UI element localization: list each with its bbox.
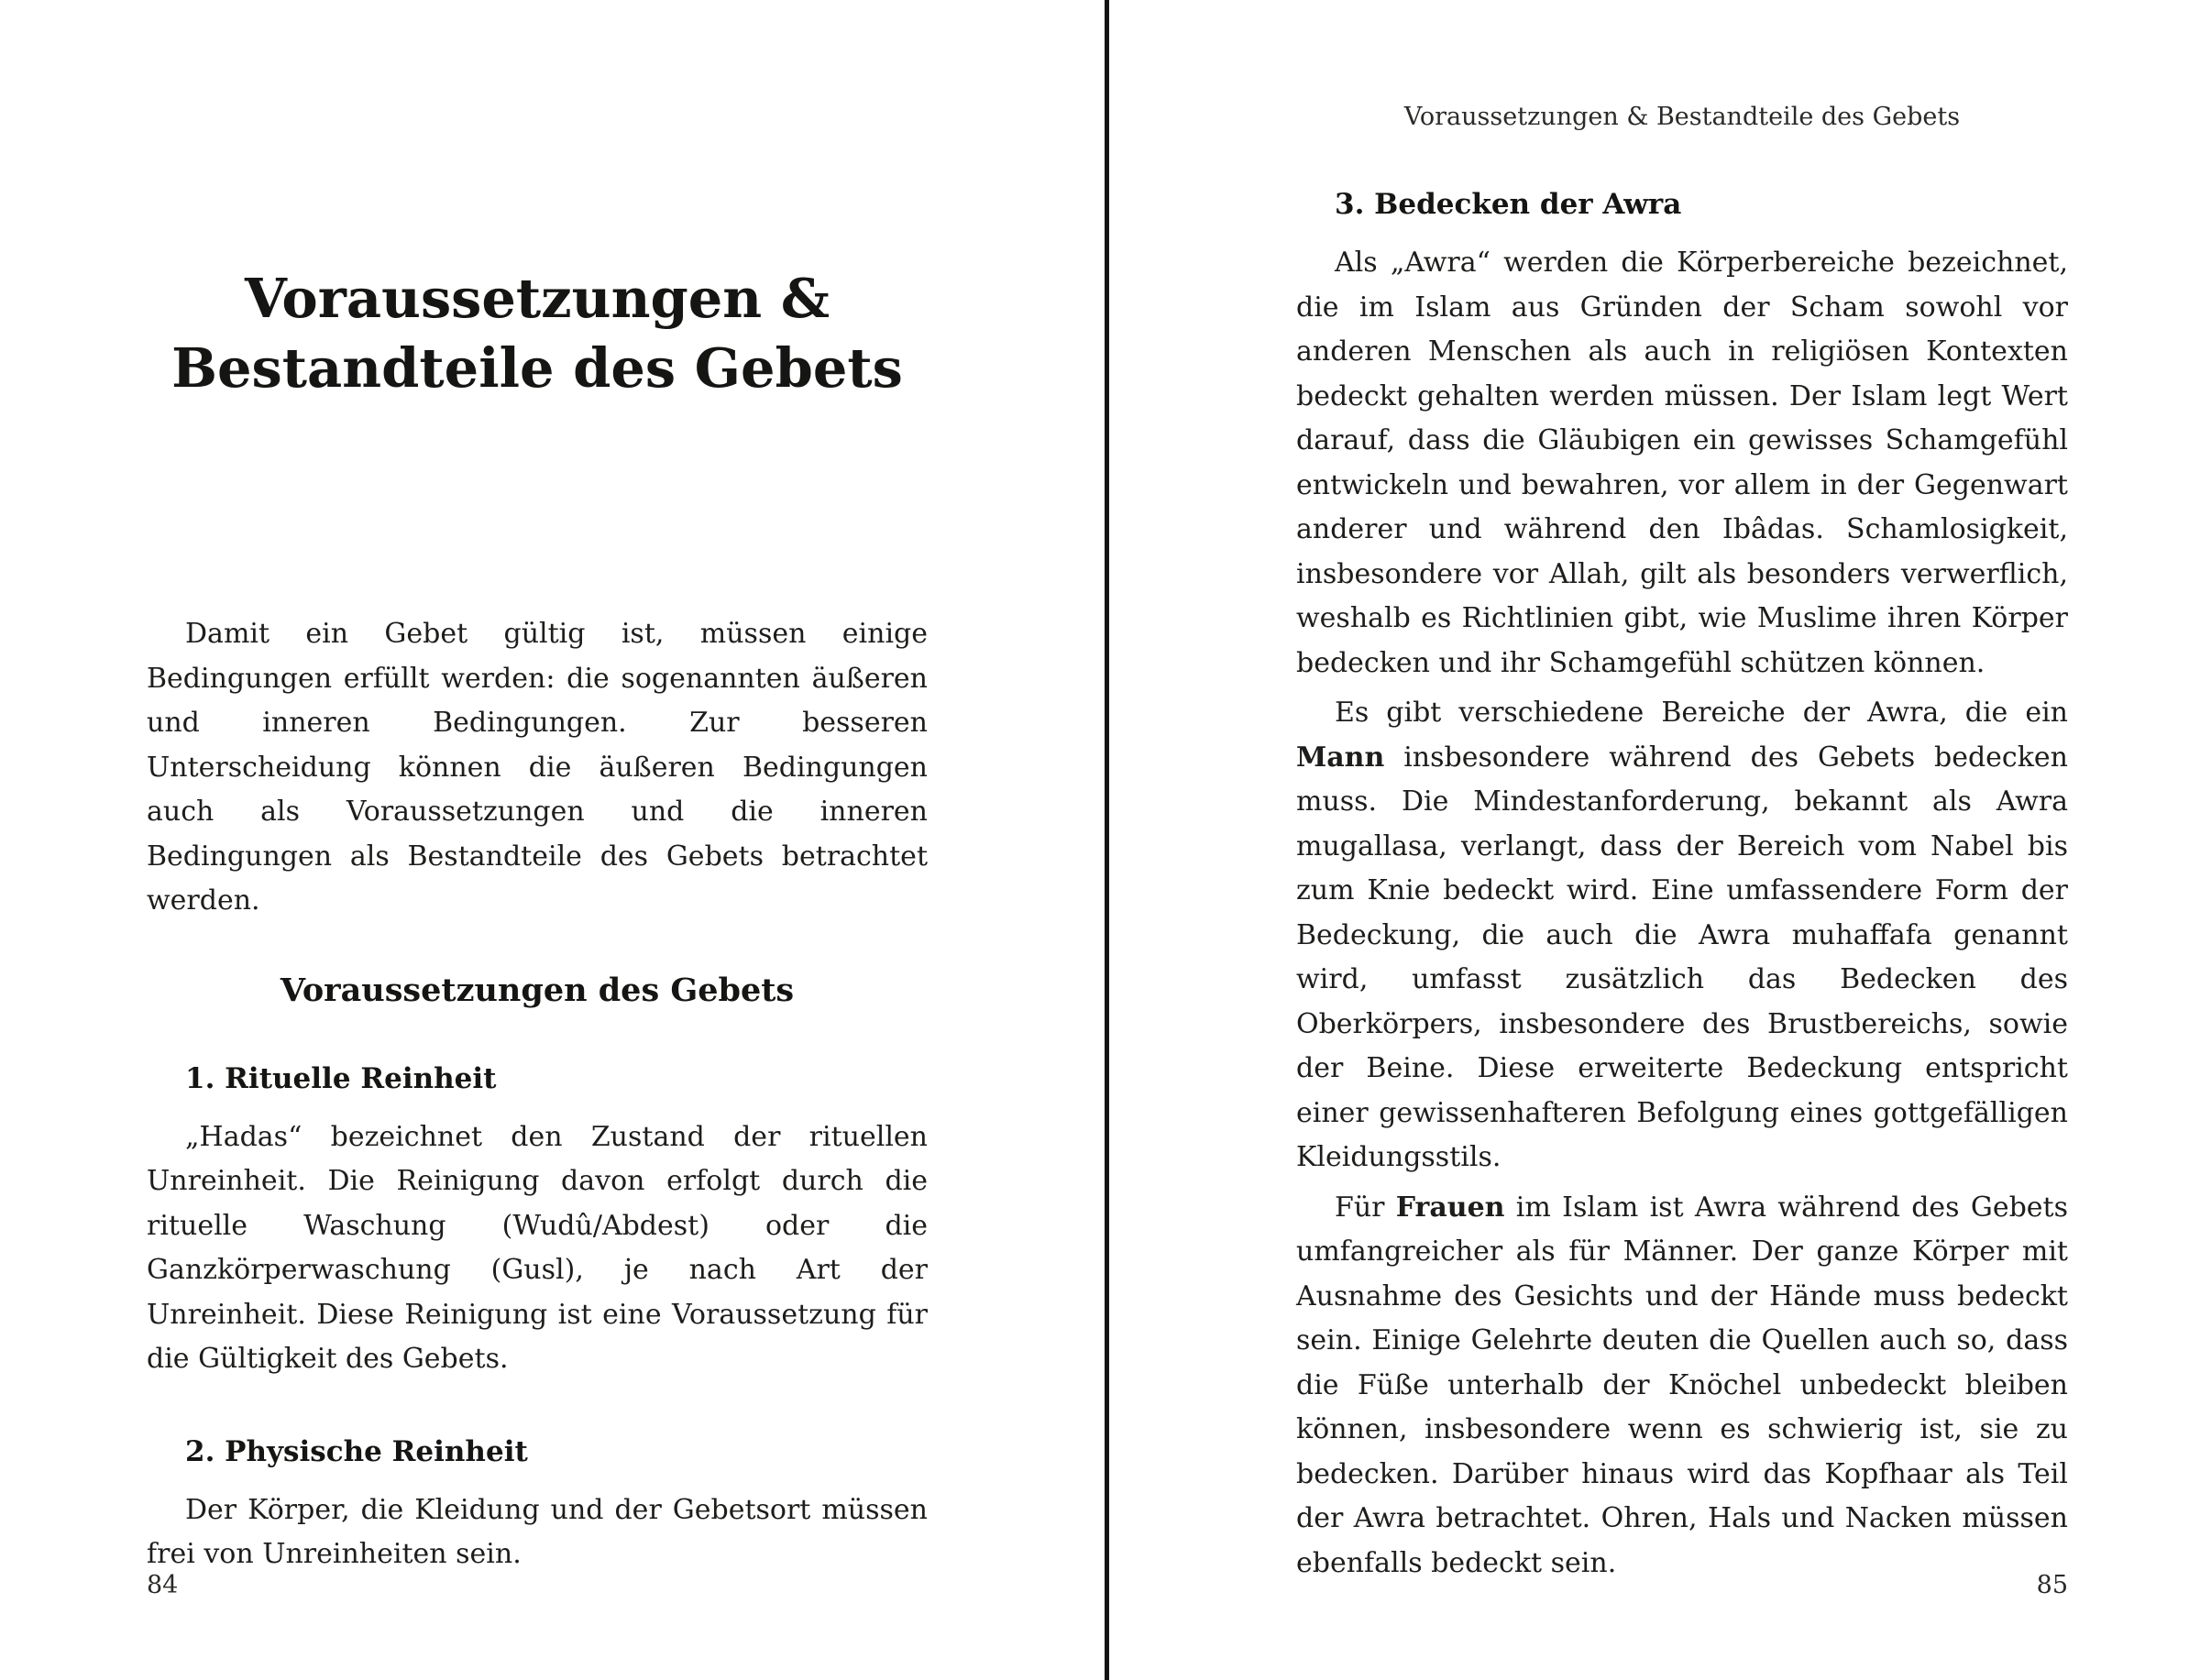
- subsection-heading-1: 1. Rituelle Reinheit: [185, 1061, 497, 1095]
- page-number-right: 85: [2036, 1571, 2068, 1599]
- paragraph-awra-men: [1296, 691, 2068, 1180]
- chapter-title: [147, 264, 928, 403]
- page-right: [1296, 0, 2068, 1586]
- section-heading: Voraussetzungen des Gebets: [280, 971, 795, 1009]
- paragraph-women-after: im Islam ist Awra während des Gebets umfangreicher als für Männer. Der ganze Körper mit Ausnahme des Gesichts und der Hände muss bedeckt sein. Einige Gelehrte deuten die Quellen auch so, dass die Füße unterhalb der Knöchel unbedeckt bleiben können, insbesondere wenn es schwierig ist, sie zu bedecken. Darüber hinaus wird das Kopfhaar als Teil der Awra betrachtet. Ohren, Hals und Nacken müssen ebenfalls bedeckt sein.: [1296, 1191, 2068, 1579]
- paragraph-awra-women: [1296, 1186, 2068, 1587]
- paragraph-women-bold: Frauen: [1395, 1191, 1505, 1224]
- paragraph-men-bold: Mann: [1296, 741, 1385, 774]
- subsection-body-1: „Hadas“ bezeichnet den Zustand der rituellen Unreinheit. Die Reinigung davon erfolgt durch die rituelle Waschung (Wudû/Abdest) oder die Ganzkörperwaschung (Gusl), je nach Art der Unreinheit. Diese Reinigung ist eine Voraussetzung für die Gültigkeit des Gebets.: [147, 1120, 928, 1375]
- paragraph-men-before: Es gibt verschiedene Bereiche der Awra, die ein: [1335, 697, 2068, 729]
- paragraph-men-after: insbesondere während des Gebets bedecken muss. Die Mindestanforderung, bekannt als Awra mugallasa, verlangt, dass der Bereich vom Nabel bis zum Knie bedeckt wird. Eine umfassendere Form der Bedeckung, die auch die Awra muhaffafa genannt wird, umfasst zusätzlich das Bedecken des Oberkörpers, insbesondere des Brustbereichs, sowie der Beine. Diese erweiterte Bedeckung entspricht einer gewissenhafteren Befolgung eines gottgefälligen Kleidungsstils.: [1296, 741, 2068, 1173]
- page-divider: [1105, 0, 1109, 1680]
- page-left: [147, 0, 928, 1577]
- subsection-heading-2: 2. Physische Reinheit: [185, 1434, 528, 1468]
- chapter-title-line1: Voraussetzungen &: [245, 267, 830, 330]
- running-header: Voraussetzungen & Bestandteile des Gebets: [1403, 103, 1961, 131]
- paragraph-women-before: Für: [1335, 1191, 1396, 1224]
- subsection-heading-3: 3. Bedecken der Awra: [1335, 188, 1682, 221]
- intro-paragraph: Damit ein Gebet gültig ist, müssen einige Bedingungen erfüllt werden: die sogenannten äußeren und inneren Bedingungen. Zur besseren Unterscheidung können die äußeren Bedingungen auch als Voraussetzungen und die inneren Bedingungen als Bestandteile des Gebets betrachtet werden.: [147, 618, 928, 917]
- chapter-title-line2: Bestandteile des Gebets: [171, 336, 903, 400]
- page-number-left: 84: [147, 1571, 179, 1599]
- paragraph-awra-intro: Als „Awra“ werden die Körperbereiche bezeichnet, die im Islam aus Gründen der Scham sowohl vor anderen Menschen als auch in religiösen Kontexten bedeckt gehalten werden müssen. Der Islam legt Wert darauf, dass die Gläubigen ein gewisses Schamgefühl entwickeln und bewahren, vor allem in der Gegenwart anderer und während den Ibâdas. Schamlosigkeit, insbesondere vor Allah, gilt als besonders verwerflich, weshalb es Richtlinien gibt, wie Muslime ihren Körper bedecken und ihr Schamgefühl schützen können.: [1296, 247, 2068, 679]
- subsection-body-2: Der Körper, die Kleidung und der Gebetsort müssen frei von Unreinheiten sein.: [147, 1493, 928, 1570]
